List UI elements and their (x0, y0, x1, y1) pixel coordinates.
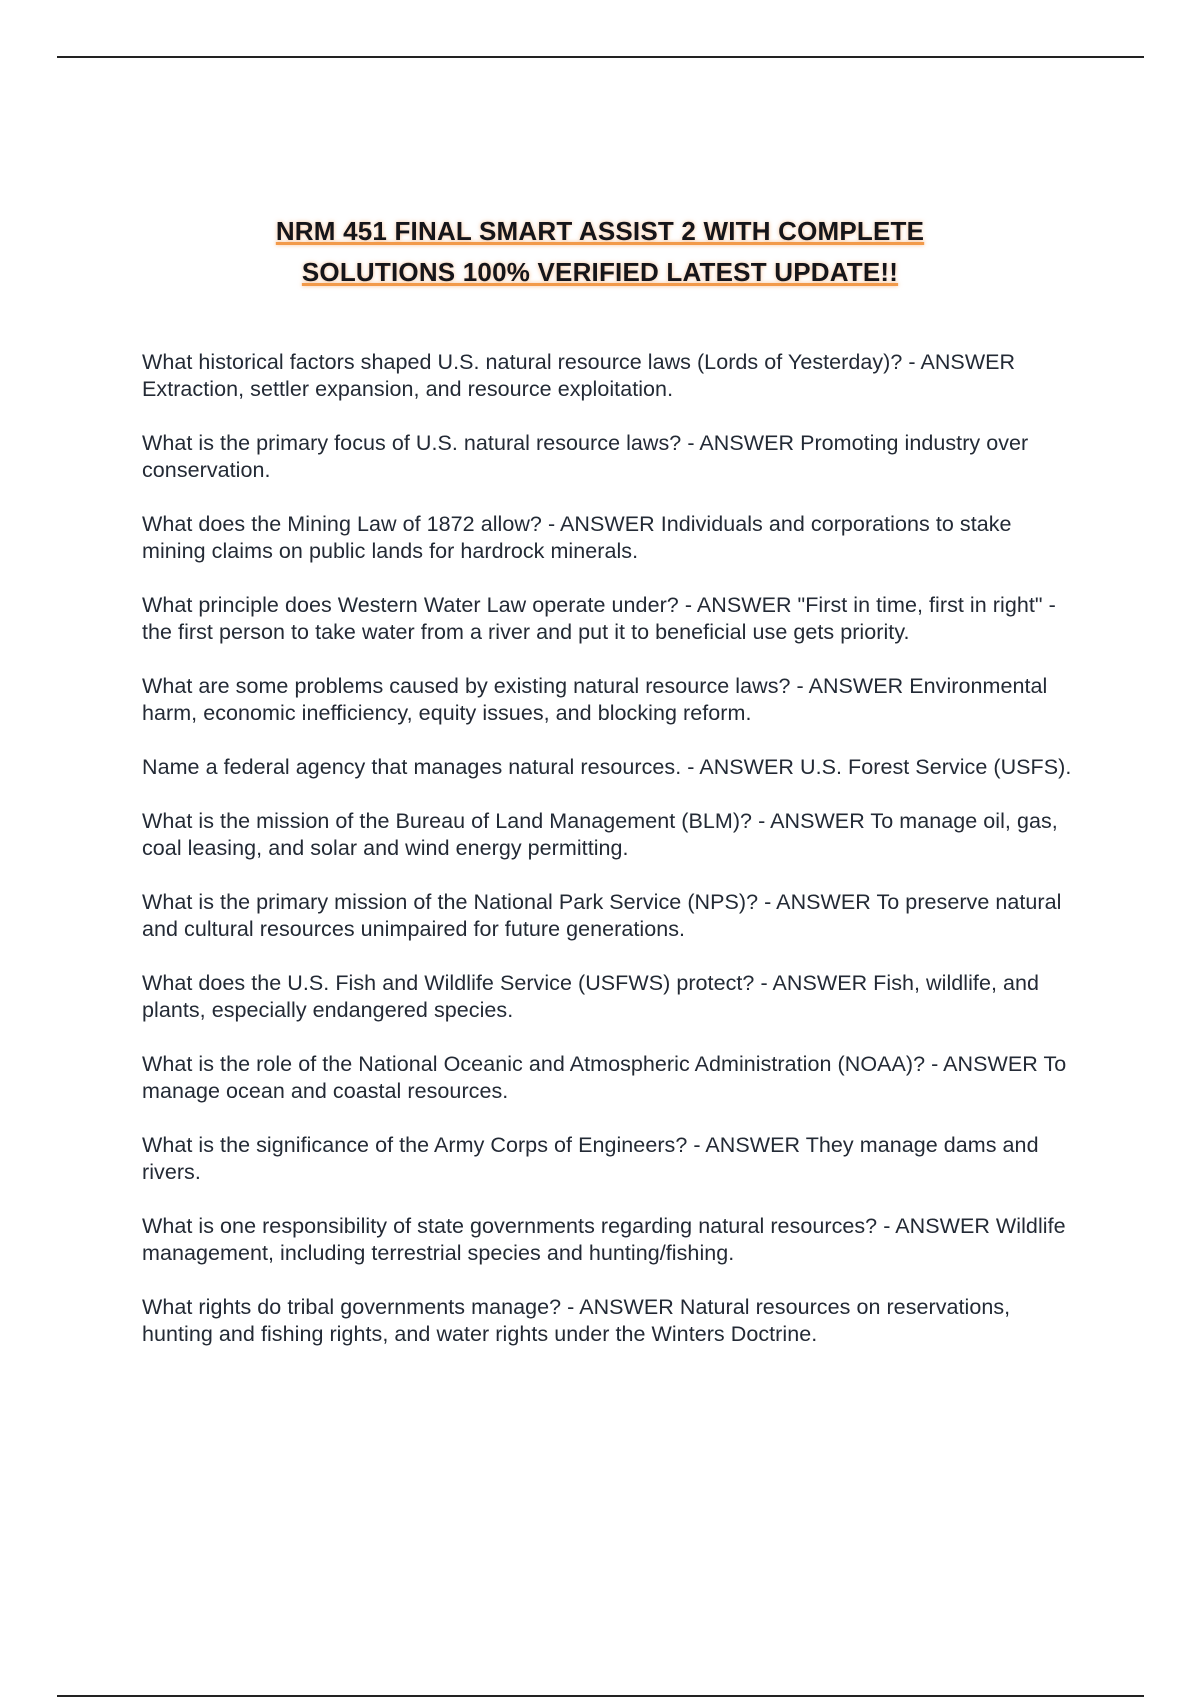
qa-item (142, 349, 1072, 403)
qa-text: What rights do tribal governments manage? - ANSWER Natural resources on reservations, hunting and fishing rights, and water rights under the Winters Doctrine. (142, 1295, 1011, 1346)
qa-item (142, 511, 1072, 565)
qa-text: What does the U.S. Fish and Wildlife Service (USFWS) protect? - ANSWER Fish, wildlife, and plants, especially endangered species. (142, 971, 1040, 1022)
qa-text: Name a federal agency that manages natural resources. - ANSWER U.S. Forest Service (USFS). (142, 755, 1072, 779)
qa-item (142, 592, 1072, 646)
qa-text: What is the primary focus of U.S. natural resource laws? - ANSWER Promoting industry over conservation. (142, 431, 1029, 482)
qa-item (142, 889, 1072, 943)
qa-item (142, 430, 1072, 484)
qa-item (142, 1051, 1072, 1105)
qa-item (142, 970, 1072, 1024)
qa-text: What is one responsibility of state governments regarding natural resources? - ANSWER Wildlife management, including terrestrial species and hunting/fishing. (142, 1214, 1066, 1265)
title-line-2: SOLUTIONS 100% VERIFIED LATEST UPDATE!! (301, 257, 899, 287)
qa-text: What is the significance of the Army Corps of Engineers? - ANSWER They manage dams and rivers. (142, 1133, 1039, 1184)
qa-text: What principle does Western Water Law operate under? - ANSWER "First in time, first in right" - the first person to take water from a river and put it to beneficial use gets priority. (142, 593, 1056, 644)
qa-item (142, 754, 1072, 781)
qa-item (142, 1294, 1072, 1348)
qa-item (142, 1213, 1072, 1267)
document-title (0, 216, 1200, 287)
top-divider (57, 56, 1144, 58)
qa-text: What is the role of the National Oceanic and Atmospheric Administration (NOAA)? - ANSWER To manage ocean and coastal resources. (142, 1052, 1067, 1103)
qa-list (142, 349, 1072, 1375)
qa-text: What is the primary mission of the National Park Service (NPS)? - ANSWER To preserve natural and cultural resources unimpaired for future generations. (142, 890, 1062, 941)
qa-text: What are some problems caused by existing natural resource laws? - ANSWER Environmental harm, economic inefficiency, equity issues, and blocking reform. (142, 674, 1048, 725)
qa-item (142, 808, 1072, 862)
qa-text: What does the Mining Law of 1872 allow? - ANSWER Individuals and corporations to stake mining claims on public lands for hardrock minerals. (142, 512, 1012, 563)
qa-text: What is the mission of the Bureau of Land Management (BLM)? - ANSWER To manage oil, gas, coal leasing, and solar and wind energy permitting. (142, 809, 1058, 860)
qa-text: What historical factors shaped U.S. natural resource laws (Lords of Yesterday)? - ANSWER Extraction, settler expansion, and resource exploitation. (142, 350, 1016, 401)
qa-item (142, 1132, 1072, 1186)
title-line-1: NRM 451 FINAL SMART ASSIST 2 WITH COMPLETE (275, 216, 925, 246)
qa-item (142, 673, 1072, 727)
bottom-divider (57, 1695, 1144, 1697)
